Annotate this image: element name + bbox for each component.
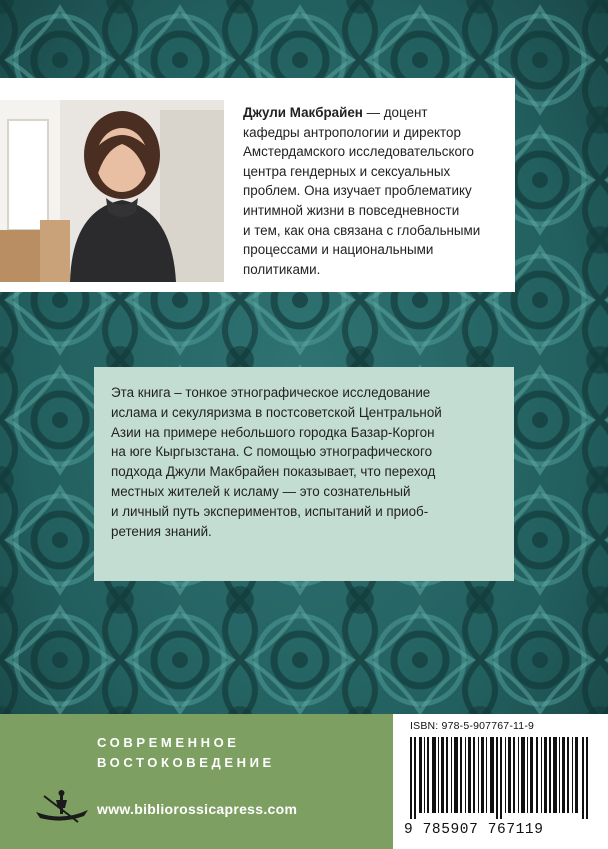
description-line: ислама и секуляризма в постсоветской Центральной — [111, 404, 442, 420]
series-title-line: ВОСТОКОВЕДЕНИЕ — [97, 755, 275, 770]
barcode-digits: 9 785907 767119 — [404, 822, 544, 838]
bio-line: политиками. — [243, 261, 321, 277]
bio-line: и тем, как она связана с глобальными — [243, 222, 481, 238]
publisher-website: www.bibliorossicapress.com — [97, 801, 298, 817]
barcode-icon — [410, 737, 590, 819]
description-line: Азии на примере небольшого городка Базар-Коргон — [111, 424, 435, 440]
description-line: на юге Кыргызстана. С помощью этнографического — [111, 444, 433, 460]
author-bio — [243, 103, 505, 279]
description-line: ретения знаний. — [111, 523, 212, 539]
description-line: Эта книга – тонкое этнографическое исследование — [111, 385, 431, 400]
series-title-line: СОВРЕМЕННОЕ — [97, 735, 240, 750]
bio-line: — доцент — [362, 105, 428, 120]
description-line: и личный путь экспериментов, испытаний и приоб- — [111, 503, 429, 519]
book-description — [111, 383, 503, 541]
bio-line: интимной жизни в повседневности — [243, 202, 460, 218]
bio-line: проблем. Она изучает проблематику — [243, 183, 472, 199]
bio-line: процессами и национальными — [243, 242, 434, 258]
bio-line: Амстердамского исследовательского — [243, 144, 474, 160]
author-photo — [0, 100, 224, 282]
series-title — [97, 733, 377, 773]
bio-line: кафедры антропологии и директор — [243, 124, 461, 140]
author-name: Джули Макбрайен — [243, 105, 363, 120]
boat-logo-icon — [34, 788, 90, 828]
bio-line: центра гендерных и сексуальных — [243, 163, 451, 179]
isbn-label: ISBN: 978-5-907767-11-9 — [410, 720, 535, 732]
description-line: местных жителей к исламу — это сознательный — [111, 483, 411, 499]
description-line: подхода Джули Макбрайен показывает, что переход — [111, 464, 436, 480]
